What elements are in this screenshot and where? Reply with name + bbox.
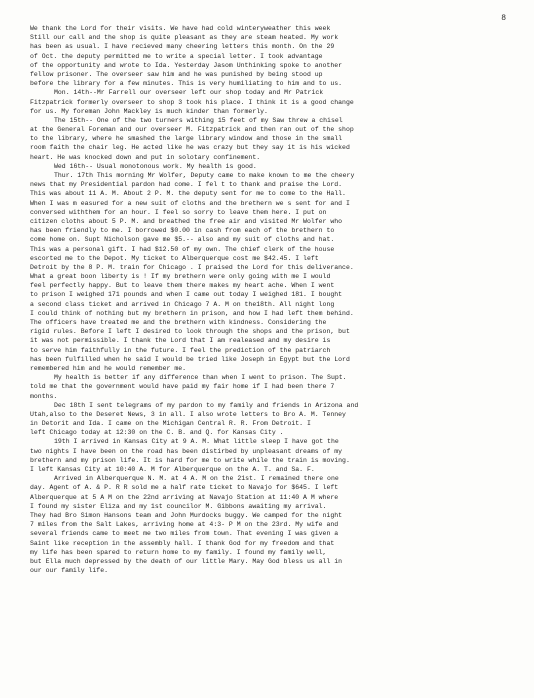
text-line: brethern and my prison life. It is hard for me to write while the train is moving. [30,456,350,464]
text-line: a second class ticket and arrived in Chicago 7 A. M on the18th. All night long [30,300,335,308]
text-line: Dec 18th I sent telegrams of my pardon to my family and friends in Arizona and [54,401,359,409]
text-line: Thur. 17th This morning Mr Wolfer, Deputy came to make known to me the cheery [54,172,355,179]
text-line: in Detorit and Ida. I came on the Michigan Central R. R. From Detroit. I [30,420,311,428]
text-line: left Chicago today at 12:30 on the C. B. and Q. for Kansas City . [30,429,284,437]
text-line: Alberquerque at 5 A M on the 22nd arriving at Navajo Station at 11:40 A M where [30,493,339,501]
text-line: my life has been spared to return home to my family. I found my family well, [30,548,327,556]
page-number: 8 [501,14,506,23]
text-line: rigid rules. Before I left I desired to look through the shops and the prison, but [30,328,350,336]
text-line: This was about 11 A. M. About 2 P. M. the deputy sent for me to come to the Hall. [30,190,346,198]
text-line: 19th I arrived in Kansas City at 9 A. M. What little sleep I have got the [54,438,339,446]
text-line: I left Kansas City at 10:40 A. M for Alberquerque on the A. T. and Sa. F. [30,466,315,473]
text-line: Utah,also to the Deseret News, 3 in all. I also wrote letters to Bro A. M. Tenney [30,410,346,418]
text-line: has been friendly to me. I borrowed $0.00 in cash from each of the brethern to [30,227,335,235]
text-line: They had Bro Simon Hansons team and John Murdocks buggy. We camped for the night [30,511,343,519]
text-line: room faith the chair leg. He acted like he was crazy but they say it is his wicked [30,144,350,152]
text-line: Still our call and the shop is quite pleasant as they are steam heated. My work [30,34,339,42]
text-line: has been as usual. I have recieved many cheering letters this month. On the 29 [30,43,335,51]
text-line: months. [30,392,58,400]
text-line: Fitzpatrick formerly overseer to shop 3 took his place. I think it is a good change [30,98,354,106]
text-line: Detroit by the 8 P. M. train for Chicago . I praised the Lord for this deliverance. [30,263,354,271]
text-line: to prison I weighed 171 pounds and when I came out today I weighed 181. I bought [30,291,343,299]
text-line: When I was m easured for a new suit of cloths and the brethern we s sent for and I [30,199,350,207]
text-line: but Ella much depressed by the death of our little Mary. May God bless us all in [30,557,343,565]
text-line: of Oct. the deputy permitted me to write a special letter. I took advantage [30,52,323,60]
text-line: Wed 16th-- Usual monotonous work. My health is good. [54,162,257,170]
text-line: two nights I have been on the road has been distirbed by unpleasant dreams of my [30,447,343,455]
text-line: escorted me to the Depot. My ticket to Alberquerque cost me $42.45. I left [30,254,319,262]
text-line: has been fulfilled when he said I would be tried like Joseph in Egypt but the Lord [30,355,350,363]
text-line: citizen cloths about 5 P. M. and breathed the free air and visited Mr Wolfer who [30,217,343,225]
text-line: Mon. 14th--Mr Farrell our overseer left our shop today and Mr Patrick [54,89,324,97]
text-line: come home on. Supt Nicholson gave me $5.-- also and my suit of cloths and hat. [30,236,335,244]
text-line: Saint like reception in the assembly hall. I thank God for my freedom and that [30,539,335,547]
text-line: of the opportunity and wrote to Ida. Yesterday Jasom Unthinking spoke to another [30,61,343,69]
text-line: our our family life. [30,567,109,575]
text-line: The officers have treated me and the brethern with kindness. Considering the [30,319,327,326]
text-line: fellow prisoner. The overseer saw him and he was punished by being stood up [30,70,323,78]
text-line: to the library, where he smashed the large library window and those in the small [30,135,343,143]
text-line: it was not permissible. I thank the Lord that I am realeased and my desire is [30,337,331,345]
text-line: feel perfectly happy. But to leave them there makes my heart ache. When I went [30,282,335,290]
text-line: day. Agent of A. & P. R R sold me a half rate ticket to Navajo for $645. I left [30,484,339,492]
text-line: This was a personal gift. I had $12.50 of my own. The chief clerk of the house [30,245,335,253]
text-line: before the library for a few minutes. This is very humiliating to him and to us. [30,80,343,88]
text-line: I found my sister Eliza and my 1st councilor M. Gibbons awaiting my arrival. [30,502,327,510]
text-line: The 15th-- One of the two turners withing 15 feet of my Saw threw a chisel [54,116,343,124]
text-line: conversed withthem for an hour. I feel so sorry to leave them here. I put on [30,208,327,216]
text-line: My health is better if any difference than when I went to prison. The Supt. [54,374,347,382]
text-line: What a great boon liberty is ! If my brethern were only going with me I would [30,273,331,281]
text-line: heart. He was knocked down and put in solotary confinement. [30,153,261,161]
text-line: for us. My foreman John Mackley is much kinder than formerly. [30,107,268,115]
text-line: remembered him and he would remember me. [30,364,187,372]
text-line: at the General Foreman and our overseer M. Fitzpatrick and then ran out of the shop [30,126,354,134]
text-line: I could think of nothing but my brethern in prison, and how I had left them behind. [30,309,354,317]
text-line: Arrived in Alberquerque N. M. at 4 A. M on the 21st. I remained there one [54,475,339,483]
text-line: 7 miles from the Salt Lakes, arriving home at 4:3- P M on the 23rd. My wife and [30,521,339,529]
text-line: to serve him faithfully in the future. I feel the prediction of the patriarch [30,346,331,354]
journal-text [30,24,530,575]
text-line: We thank the Lord for their visits. We have had cold winteryweather this week [30,25,331,32]
text-line: news that my Presidential pardon had come. I fel t to thank and praise the Lord. [30,181,343,189]
text-line: told me that the government would have paid my fair home if I had been there 7 [30,383,335,391]
text-line: several friends came to meet me two miles from town. That evening I was given a [30,530,339,538]
